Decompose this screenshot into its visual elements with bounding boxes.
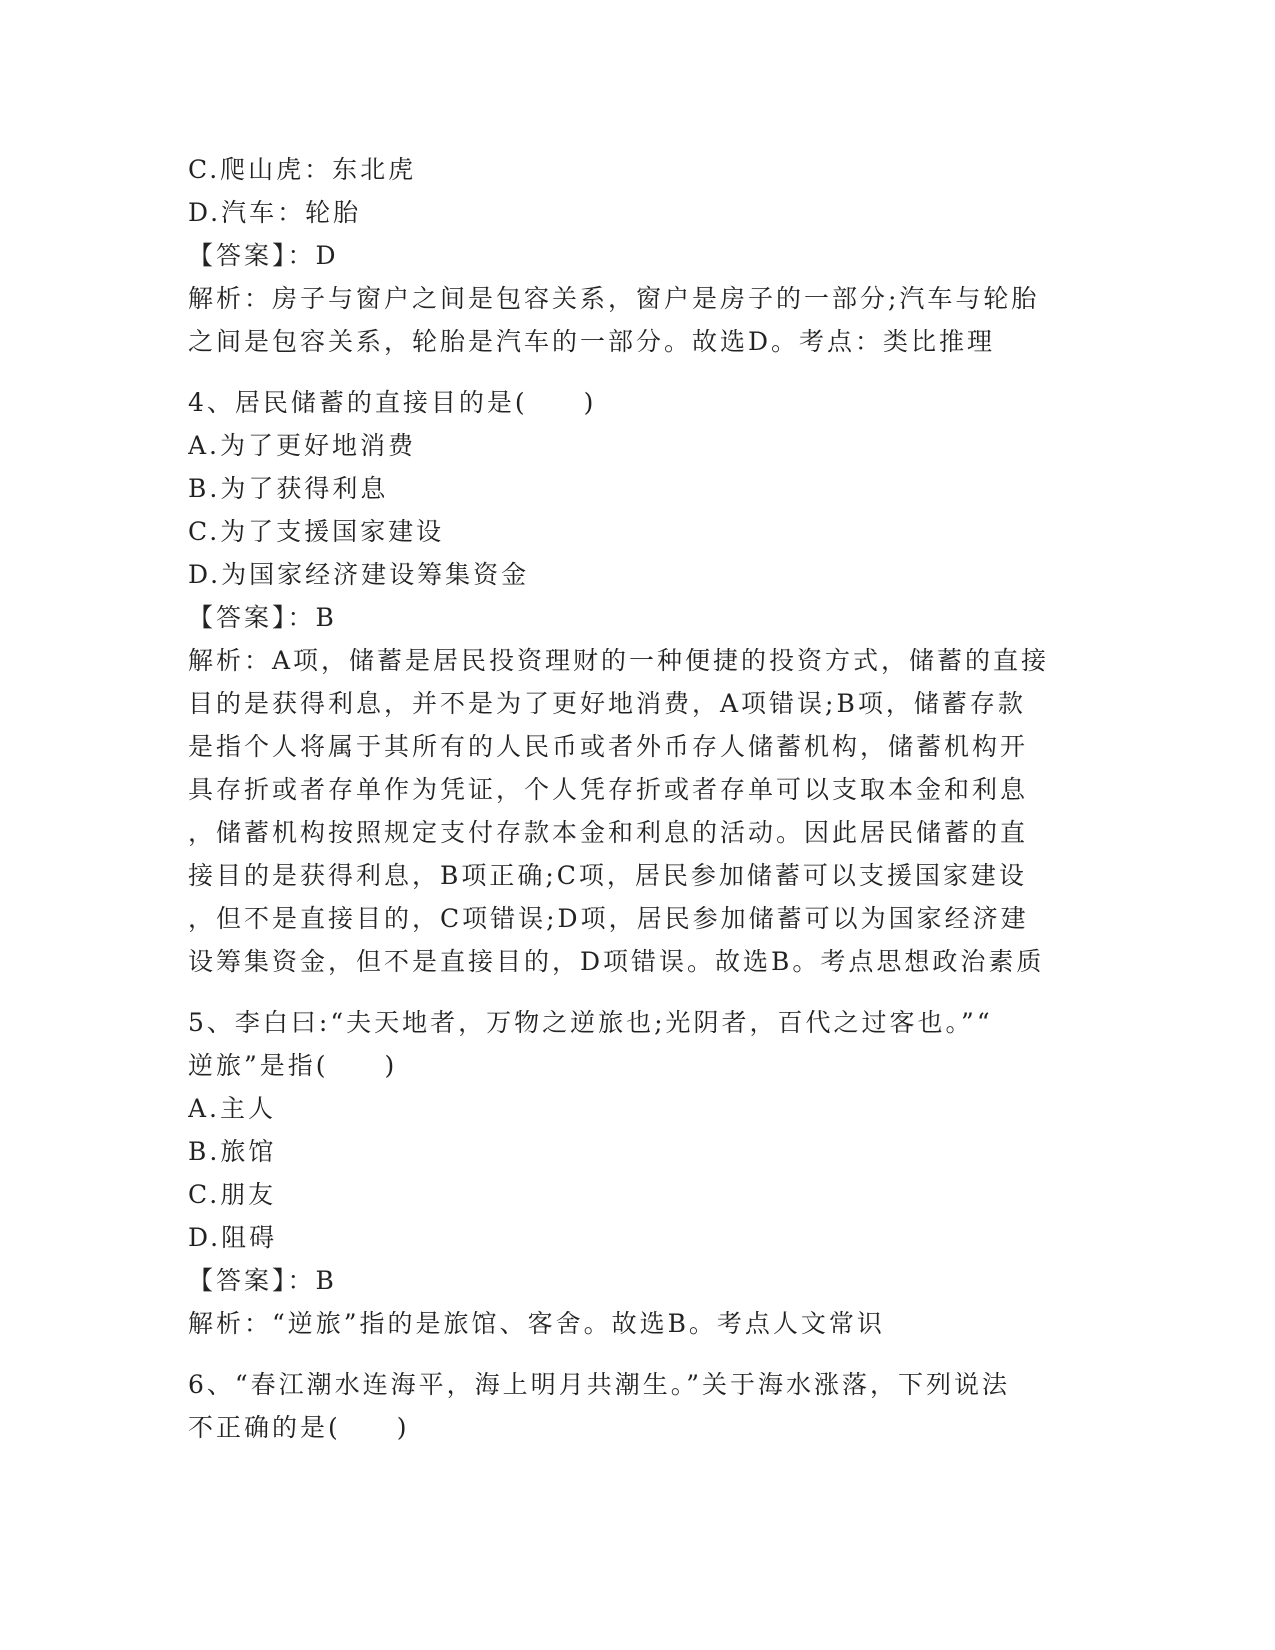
question-text: 逆旅”是指( ) bbox=[188, 1051, 398, 1080]
analysis-line: 解析：“逆旅”指的是旅馆、客舍。故选B。考点人文常识 bbox=[188, 1309, 885, 1338]
answer: 【答案】：B bbox=[188, 603, 337, 632]
option-b: B.为了获得利息 bbox=[188, 474, 389, 503]
analysis-line: 解析：房子与窗户之间是包容关系，窗户是房子的一部分;汽车与轮胎 bbox=[188, 284, 1040, 313]
analysis-line: 接目的是获得利息，B项正确;C项，居民参加储蓄可以支援国家建设 bbox=[188, 861, 1027, 890]
analysis-line: 设筹集资金，但不是直接目的，D项错误。故选B。考点思想政治素质 bbox=[188, 947, 1045, 976]
analysis-line: ，但不是直接目的，C项错误;D项，居民参加储蓄可以为国家经济建 bbox=[188, 904, 1029, 933]
option-d: D.为国家经济建设筹集资金 bbox=[188, 560, 530, 589]
question-text: 6、“春江潮水连海平，海上明月共潮生。”关于海水涨落，下列说法 bbox=[188, 1370, 1010, 1399]
option-a: A.主人 bbox=[188, 1094, 277, 1123]
analysis-line: ，储蓄机构按照规定支付存款本金和利息的活动。因此居民储蓄的直 bbox=[188, 818, 1029, 847]
option-d: D.汽车：轮胎 bbox=[188, 198, 362, 227]
analysis-line: 之间是包容关系，轮胎是汽车的一部分。故选D。考点：类比推理 bbox=[188, 327, 996, 356]
option-d: D.阻碍 bbox=[188, 1223, 278, 1252]
analysis-line: 是指个人将属于其所有的人民币或者外币存人储蓄机构，储蓄机构开 bbox=[188, 732, 1029, 761]
analysis-line: 解析：A项，储蓄是居民投资理财的一种便捷的投资方式，储蓄的直接 bbox=[188, 646, 1050, 675]
analysis-line: 具存折或者存单作为凭证，个人凭存折或者存单可以支取本金和利息 bbox=[188, 775, 1029, 804]
question-text: 5、李白曰:“夫天地者，万物之逆旅也;光阴者，百代之过客也。”“ bbox=[188, 1008, 993, 1037]
option-c: C.爬山虎：东北虎 bbox=[188, 155, 417, 184]
analysis-line: 目的是获得利息，并不是为了更好地消费，A项错误;B项，储蓄存款 bbox=[188, 689, 1026, 718]
option-c: C.为了支援国家建设 bbox=[188, 517, 445, 546]
answer: 【答案】：D bbox=[188, 241, 339, 270]
document-page bbox=[188, 148, 1088, 1449]
option-c: C.朋友 bbox=[188, 1180, 277, 1209]
question-4 bbox=[188, 381, 1088, 983]
question-3-tail bbox=[188, 148, 1088, 363]
question-text: 不正确的是( ) bbox=[188, 1413, 410, 1442]
question-5 bbox=[188, 1001, 1088, 1345]
answer: 【答案】：B bbox=[188, 1266, 337, 1295]
question-6 bbox=[188, 1363, 1088, 1449]
option-b: B.旅馆 bbox=[188, 1137, 277, 1166]
option-a: A.为了更好地消费 bbox=[188, 431, 417, 460]
question-text: 4、居民储蓄的直接目的是( ) bbox=[188, 388, 597, 417]
